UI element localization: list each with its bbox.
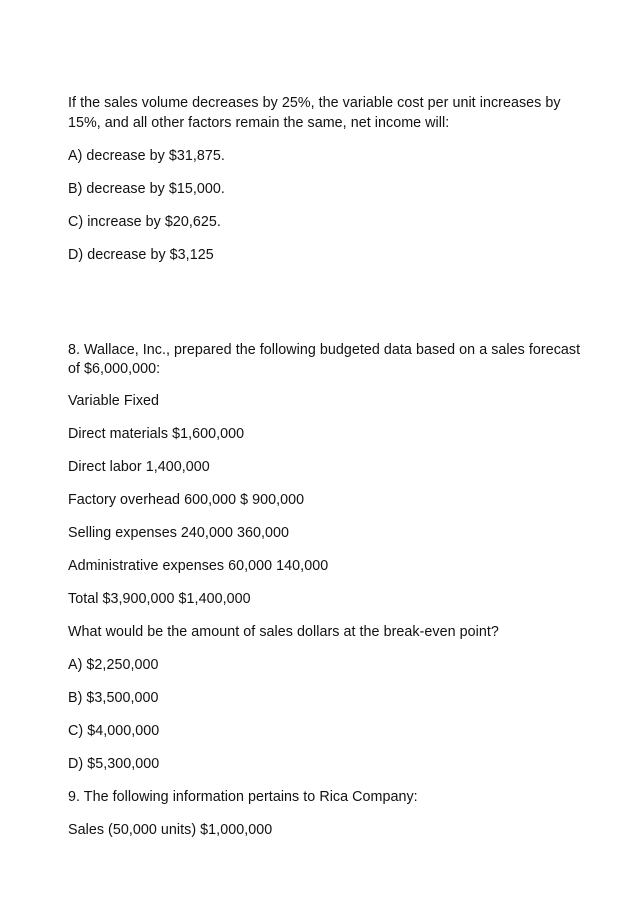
- q9-stem: 9. The following information pertains to Rica Company:: [68, 789, 418, 805]
- q8-table-header: Variable Fixed: [68, 393, 160, 409]
- q7-option-b: B) decrease by $15,000.: [68, 181, 225, 197]
- q8-option-d: D) $5,300,000: [68, 756, 160, 772]
- q8-question: What would be the amount of sales dollars at the break-even point?: [68, 624, 499, 640]
- q8-row-total: Total $3,900,000 $1,400,000: [68, 591, 251, 607]
- q8-row-direct-labor: Direct labor 1,400,000: [68, 459, 210, 475]
- q8-option-c: C) $4,000,000: [68, 723, 160, 739]
- q8-row-administrative-expenses: Administrative expenses 60,000 140,000: [68, 558, 329, 574]
- q8-stem-line-1: 8. Wallace, Inc., prepared the following budgeted data based on a sales forecast: [68, 342, 581, 358]
- q8-row-selling-expenses: Selling expenses 240,000 360,000: [68, 525, 289, 541]
- q9-sales-line: Sales (50,000 units) $1,000,000: [68, 822, 273, 838]
- q7-option-d: D) decrease by $3,125: [68, 247, 214, 263]
- q8-stem-line-2: of $6,000,000:: [68, 361, 161, 377]
- q7-stem-line-2: 15%, and all other factors remain the same, net income will:: [68, 115, 450, 131]
- q7-option-c: C) increase by $20,625.: [68, 214, 221, 230]
- q8-option-a: A) $2,250,000: [68, 657, 159, 673]
- q7-option-a: A) decrease by $31,875.: [68, 148, 225, 164]
- q8-option-b: B) $3,500,000: [68, 690, 159, 706]
- q8-row-factory-overhead: Factory overhead 600,000 $ 900,000: [68, 492, 305, 508]
- q8-row-direct-materials: Direct materials $1,600,000: [68, 426, 245, 442]
- q7-stem-line-1: If the sales volume decreases by 25%, the variable cost per unit increases by: [68, 95, 561, 111]
